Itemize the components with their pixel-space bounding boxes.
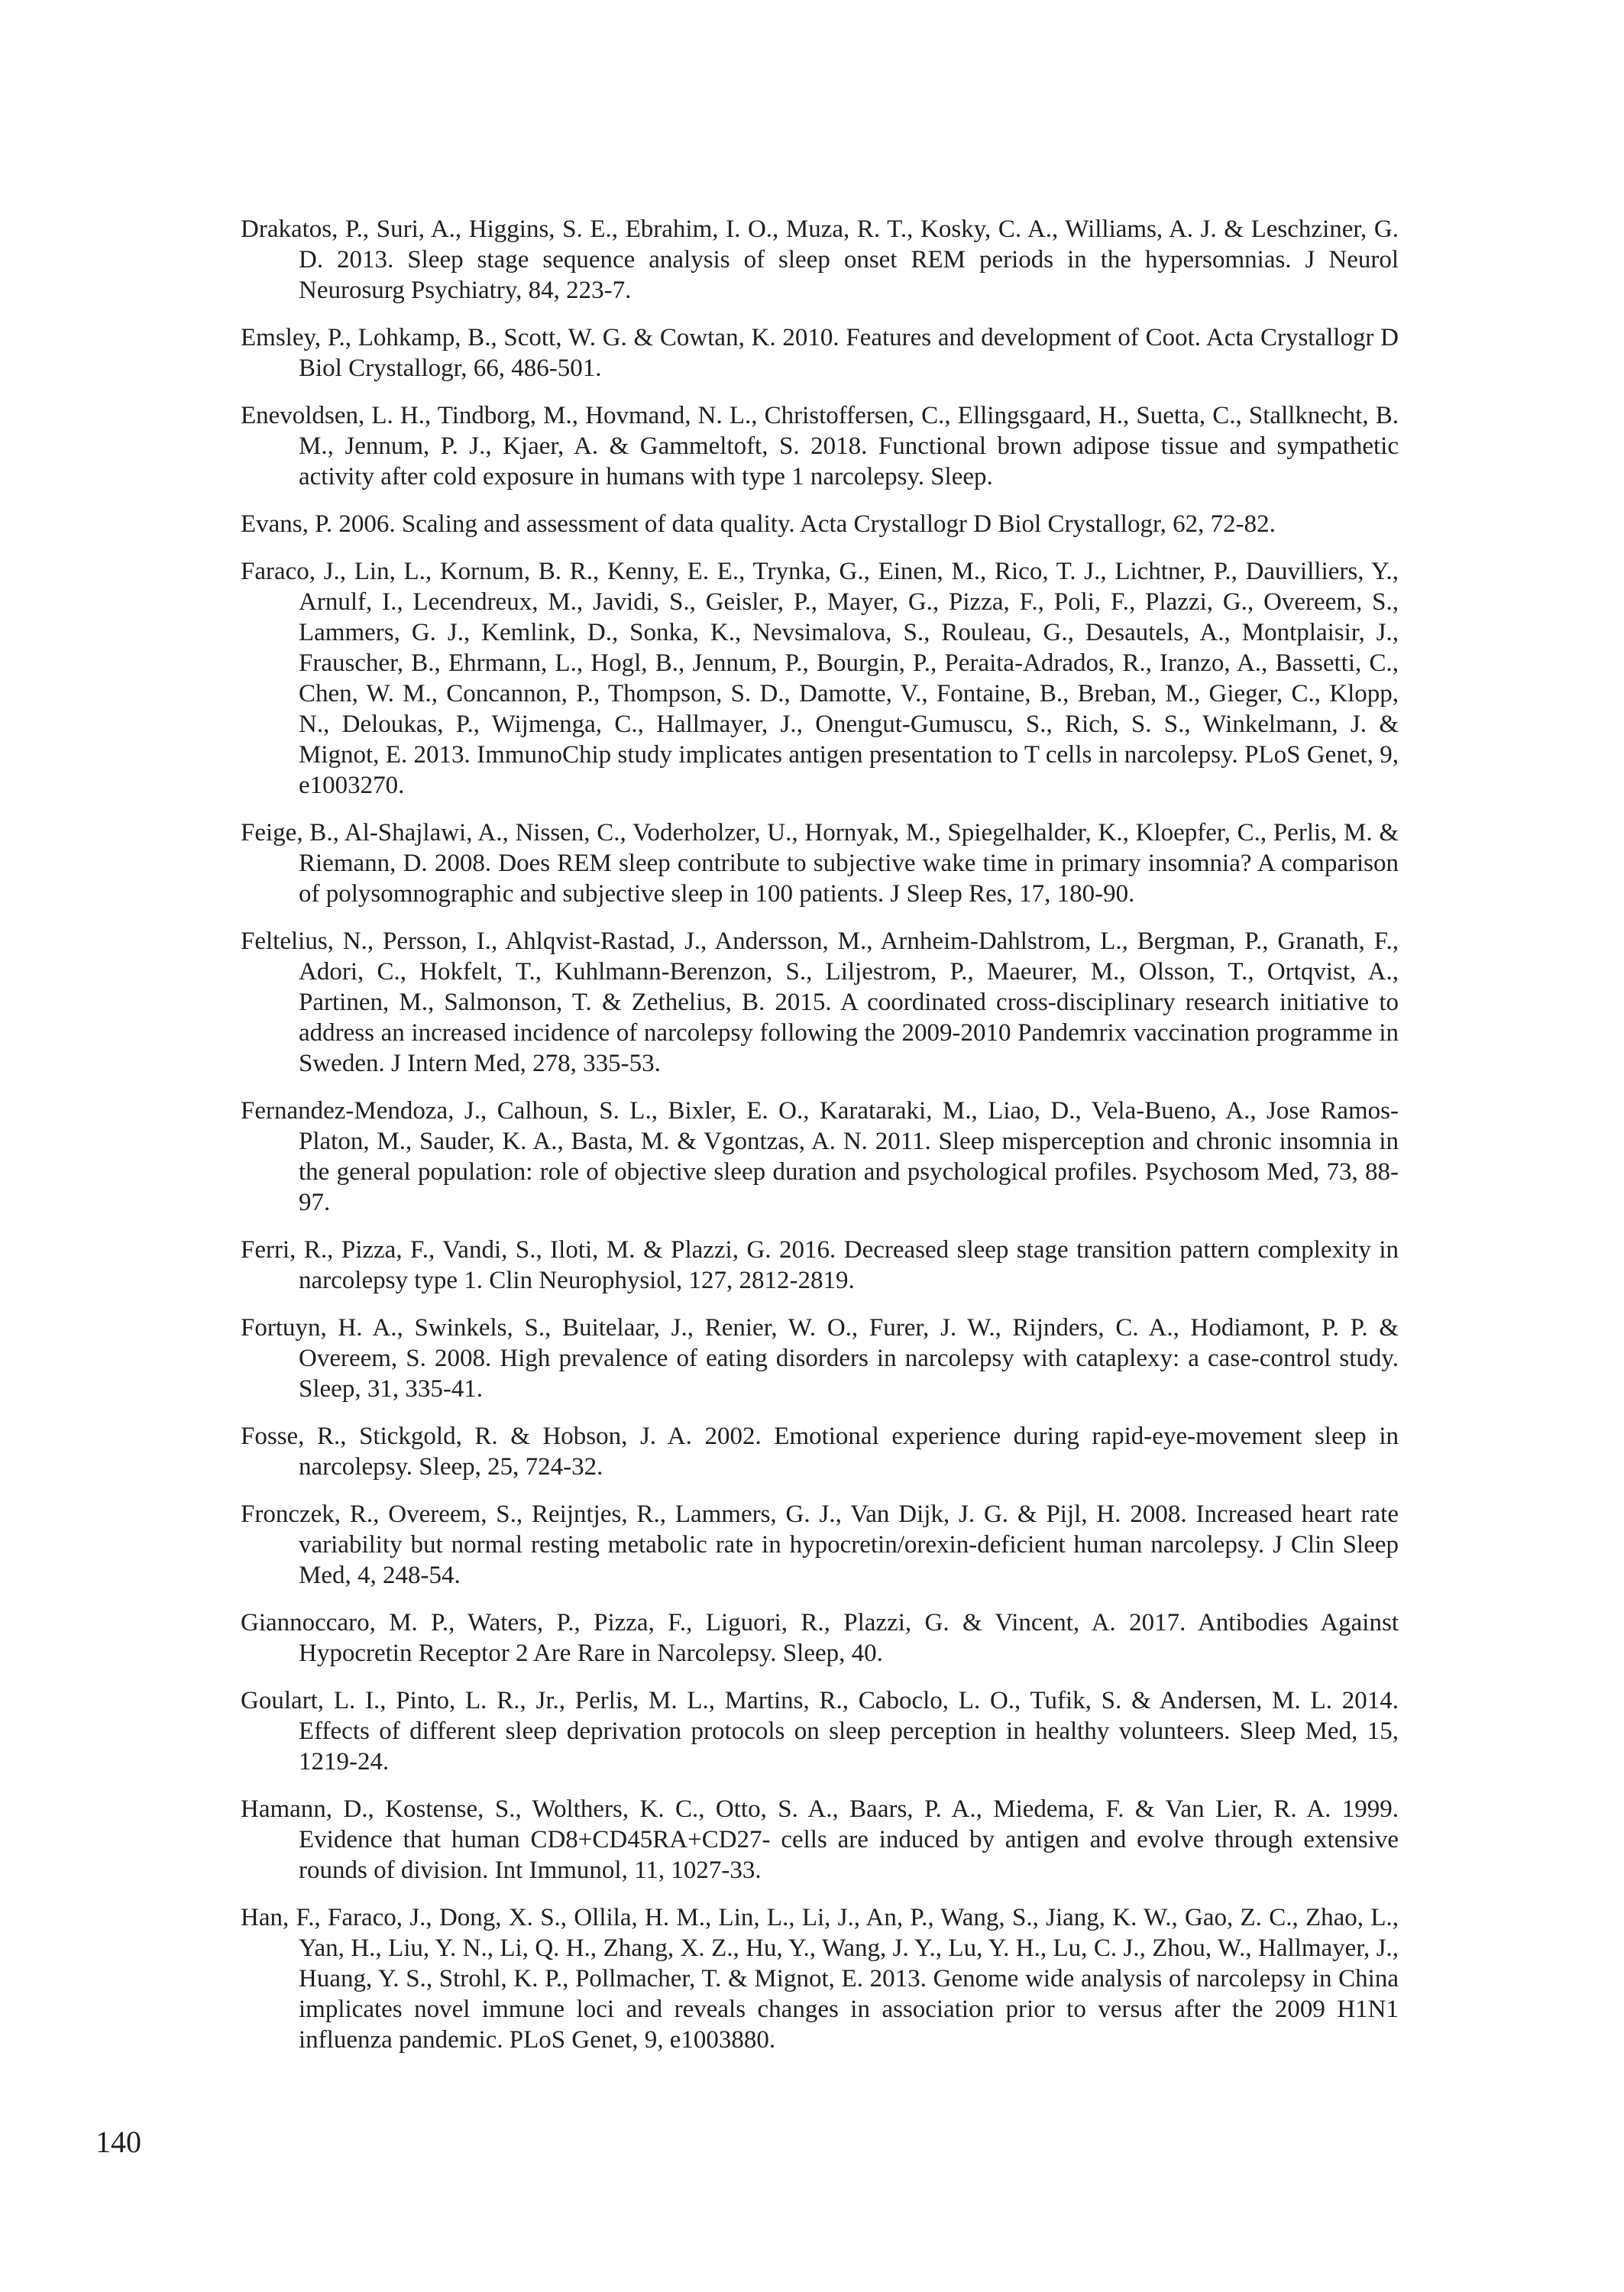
reference-entry: Emsley, P., Lohkamp, B., Scott, W. G. & Cowtan, K. 2010. Features and development of Coot. Acta Crystallogr D Biol Crystallogr, 66, 486-501. xyxy=(241,324,1399,382)
reference-entry: Hamann, D., Kostense, S., Wolthers, K. C., Otto, S. A., Baars, P. A., Miedema, F. & Van Lier, R. A. 1999. Evidence that human CD8+CD45RA+CD27- cells are induced by antigen and evolve through extensive rounds of division. Int Immunol, 11, 1027-33. xyxy=(241,1795,1399,1884)
reference-entry: Giannoccaro, M. P., Waters, P., Pizza, F., Liguori, R., Plazzi, G. & Vincent, A. 2017. Antibodies Against Hypocretin Receptor 2 Are Rare in Narcolepsy. Sleep, 40. xyxy=(241,1609,1399,1667)
reference-entry: Fronczek, R., Overeem, S., Reijntjes, R., Lammers, G. J., Van Dijk, J. G. & Pijl, H. 2008. Increased heart rate variability but normal resting metabolic rate in hypocretin/orexin-deficient human narcolepsy. J Clin Sleep Med, 4, 248-54. xyxy=(241,1500,1399,1589)
reference-entry: Evans, P. 2006. Scaling and assessment of data quality. Acta Crystallogr D Biol Crystallogr, 62, 72-82. xyxy=(241,510,1276,538)
reference-entry: Ferri, R., Pizza, F., Vandi, S., Iloti, M. & Plazzi, G. 2016. Decreased sleep stage transition pattern complexity in narcolepsy type 1. Clin Neurophysiol, 127, 2812-2819. xyxy=(241,1236,1399,1294)
reference-entry: Han, F., Faraco, J., Dong, X. S., Ollila, H. M., Lin, L., Li, J., An, P., Wang, S., Jiang, K. W., Gao, Z. C., Zhao, L., Yan, H., Liu, Y. N., Li, Q. H., Zhang, X. Z., Hu, Y., Wang, J. Y., Lu, Y. H., Lu, C. J., Zhou, W., Hallmayer, J., Huang, Y. S., Strohl, K. P., Pollmacher, T. & Mignot, E. 2013. Genome wide analysis of narcolepsy in China implicates novel immune loci and reveals changes in association prior to versus after the 2009 H1N1 influenza pandemic. PLoS Genet, 9, e1003880. xyxy=(241,1904,1399,2054)
reference-entry: Goulart, L. I., Pinto, L. R., Jr., Perlis, M. L., Martins, R., Caboclo, L. O., Tufik, S. & Andersen, M. L. 2014. Effects of different sleep deprivation protocols on sleep perception in healthy volunteers. Sleep Med, 15, 1219-24. xyxy=(241,1687,1399,1776)
reference-entry: Drakatos, P., Suri, A., Higgins, S. E., Ebrahim, I. O., Muza, R. T., Kosky, C. A., Williams, A. J. & Leschziner, G. D. 2013. Sleep stage sequence analysis of sleep onset REM periods in the hypersomnias. J Neurol Neurosurg Psychiatry, 84, 223-7. xyxy=(241,215,1399,304)
reference-entry: Faraco, J., Lin, L., Kornum, B. R., Kenny, E. E., Trynka, G., Einen, M., Rico, T. J., Lichtner, P., Dauvilliers, Y., Arnulf, I., Lecendreux, M., Javidi, S., Geisler, P., Mayer, G., Pizza, F., Poli, F., Plazzi, G., Overeem, S., Lammers, G. J., Kemlink, D., Sonka, K., Nevsimalova, S., Rouleau, G., Desautels, A., Montplaisir, J., Frauscher, B., Ehrmann, L., Hogl, B., Jennum, P., Bourgin, P., Peraita-Adrados, R., Iranzo, A., Bassetti, C., Chen, W. M., Concannon, P., Thompson, S. D., Damotte, V., Fontaine, B., Breban, M., Gieger, C., Klopp, N., Deloukas, P., Wijmenga, C., Hallmayer, J., Onengut-Gumuscu, S., Rich, S. S., Winkelmann, J. & Mignot, E. 2013. ImmunoChip study implicates antigen presentation to T cells in narcolepsy. PLoS Genet, 9, e1003270. xyxy=(241,558,1399,799)
reference-entry: Fortuyn, H. A., Swinkels, S., Buitelaar, J., Renier, W. O., Furer, J. W., Rijnders, C. A., Hodiamont, P. P. & Overeem, S. 2008. High prevalence of eating disorders in narcolepsy with cataplexy: a case-control study. Sleep, 31, 335-41. xyxy=(241,1314,1399,1403)
reference-entry: Fernandez-Mendoza, J., Calhoun, S. L., Bixler, E. O., Karataraki, M., Liao, D., Vela-Bueno, A., Jose Ramos-Platon, M., Sauder, K. A., Basta, M. & Vgontzas, A. N. 2011. Sleep misperception and chronic insomnia in the general population: role of objective sleep duration and psychological profiles. Psychosom Med, 73, 88-97. xyxy=(241,1097,1399,1216)
page-number: 140 xyxy=(95,2125,141,2159)
reference-list xyxy=(241,214,1399,2072)
reference-entry: Fosse, R., Stickgold, R. & Hobson, J. A. 2002. Emotional experience during rapid-eye-movement sleep in narcolepsy. Sleep, 25, 724-32. xyxy=(241,1423,1399,1481)
reference-entry: Enevoldsen, L. H., Tindborg, M., Hovmand, N. L., Christoffersen, C., Ellingsgaard, H., Suetta, C., Stallknecht, B. M., Jennum, P. J., Kjaer, A. & Gammeltoft, S. 2018. Functional brown adipose tissue and sympathetic activity after cold exposure in humans with type 1 narcolepsy. Sleep. xyxy=(241,402,1399,490)
reference-entry: Feltelius, N., Persson, I., Ahlqvist-Rastad, J., Andersson, M., Arnheim-Dahlstrom, L., Bergman, P., Granath, F., Adori, C., Hokfelt, T., Kuhlmann-Berenzon, S., Liljestrom, P., Maeurer, M., Olsson, T., Ortqvist, A., Partinen, M., Salmonson, T. & Zethelius, B. 2015. A coordinated cross-disciplinary research initiative to address an increased incidence of narcolepsy following the 2009-2010 Pandemrix vaccination programme in Sweden. J Intern Med, 278, 335-53. xyxy=(241,927,1399,1077)
reference-entry: Feige, B., Al-Shajlawi, A., Nissen, C., Voderholzer, U., Hornyak, M., Spiegelhalder, K., Kloepfer, C., Perlis, M. & Riemann, D. 2008. Does REM sleep contribute to subjective wake time in primary insomnia? A comparison of polysomnographic and subjective sleep in 100 patients. J Sleep Res, 17, 180-90. xyxy=(241,819,1399,908)
